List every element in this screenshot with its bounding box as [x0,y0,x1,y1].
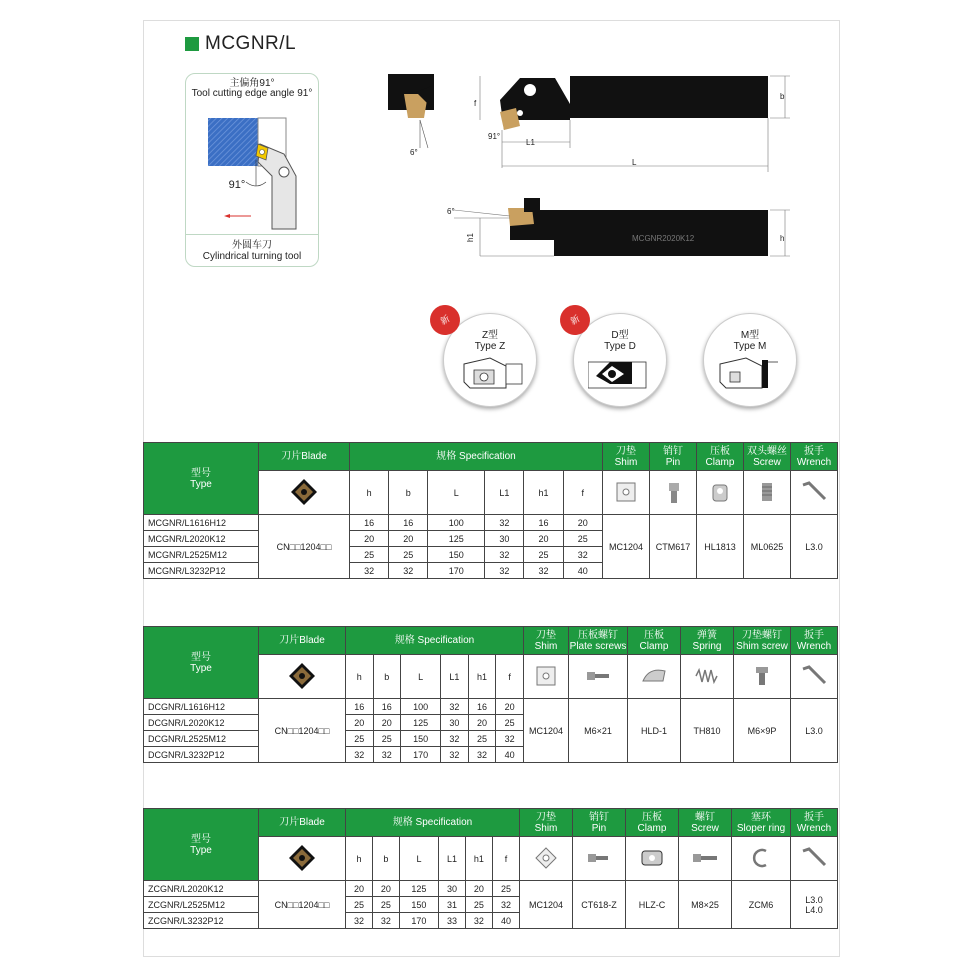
cylindrical-turning-illustration [196,104,308,234]
table3-cell: 25 [372,897,399,913]
table1-acc-header-1: 销钉 Pin [650,443,697,471]
table1-cell: 16 [524,515,563,531]
table1-cell: 20 [563,515,602,531]
new-badge-d: 新 [555,300,596,341]
table3-clamp-value: HLZ-C [626,881,679,929]
table3-cell: 32 [465,913,492,929]
table1-cell: 125 [428,531,485,547]
table2-blade-header: 刀片Blade [259,627,346,655]
table3-acc-header-3: 螺钉 Screw [679,809,732,837]
screw-icon [679,837,732,881]
table3-cell: 25 [492,881,519,897]
table1-cell: 32 [485,547,524,563]
table1-cell: 40 [563,563,602,579]
table3-col-f: f [492,837,519,881]
table3-col-L: L [399,837,438,881]
table1-acc-header-4: 扳手 Wrench [791,443,838,471]
table2-acc-header-0: 刀垫 Shim [524,627,569,655]
table3-acc-header-2: 压板 Clamp [626,809,679,837]
type-m-cn: M型 [740,330,760,341]
table2-wrench-value: L3.0 [791,699,838,763]
table3-cell: 125 [399,881,438,897]
wrench-icon [791,655,838,699]
table3-acc-header-5: 扳手 Wrench [791,809,838,837]
dim-h1: h1 [465,233,475,242]
table2-col-L1: L1 [441,655,469,699]
diagram-angle-label: 91° [228,179,246,191]
table1-insert-code: CN□□1204□□ [259,515,350,579]
table2-cell: 40 [496,747,524,763]
table3-acc-header-1: 销钉 Pin [573,809,626,837]
table2-cell: 25 [496,715,524,731]
table1-col-h1: h1 [524,471,563,515]
table2-row-name: DCGNR/L3232P12 [144,747,259,763]
spring-icon [681,655,734,699]
table1-cell: 16 [350,515,389,531]
table2-cell: 125 [401,715,441,731]
page-title: MCGNR/L [205,33,297,54]
dim-6-top: 6° [410,148,418,157]
table2-cell: 20 [468,715,496,731]
table2-acc-header-5: 扳手 Wrench [791,627,838,655]
table3-spec-header: 规格 Specification [346,809,520,837]
table2-clamp-value: HLD-1 [628,699,681,763]
table3-row-name: ZCGNR/L3232P12 [144,913,259,929]
type-m-circle [703,313,797,407]
table2-shim-value: MC1204 [524,699,569,763]
table1-cell: 32 [485,515,524,531]
table2-cell: 32 [441,699,469,715]
table1-cell: 25 [350,547,389,563]
table1-cell: 32 [350,563,389,579]
table1-cell: 20 [389,531,428,547]
wrench-icon [791,471,838,515]
wrench-icon [791,837,838,881]
table3-cell: 30 [439,881,466,897]
table3-col-h1: h1 [465,837,492,881]
table1-cell: 32 [524,563,563,579]
table3-blade-header: 刀片Blade [259,809,346,837]
table2-cell: 20 [496,699,524,715]
table3-wrench-value: L3.0 L4.0 [791,881,838,929]
shim-icon [520,837,573,881]
table1-cell: 170 [428,563,485,579]
table1-blade-header: 刀片Blade [259,443,350,471]
tool-holder-drawing [380,68,800,268]
table3-col-b: b [372,837,399,881]
table2-cell: 150 [401,731,441,747]
table1-cell: 20 [524,531,563,547]
spec-table-zcgnr [143,808,838,929]
table2-cell: 32 [346,747,374,763]
table2-cell: 16 [373,699,401,715]
table2-cell: 100 [401,699,441,715]
table3-acc-header-4: 塞环 Sloper ring [732,809,791,837]
table1-col-L: L [428,471,485,515]
table3-cell: 25 [465,897,492,913]
table3-cell: 32 [346,913,373,929]
table2-cell: 25 [468,731,496,747]
table1-row-name: MCGNR/L2020K12 [144,531,259,547]
table3-cell: 25 [346,897,373,913]
table2-cell: 16 [468,699,496,715]
table2-col-h: h [346,655,374,699]
table1-wrench-value: L3.0 [791,515,838,579]
dim-h: h [780,234,785,243]
table1-cell: 32 [485,563,524,579]
table1-screw-value: ML0625 [744,515,791,579]
table1-pin-value: CTM617 [650,515,697,579]
table2-row-name: DCGNR/L2020K12 [144,715,259,731]
table3-cell: 170 [399,913,438,929]
spec-table-dcgnr [143,626,838,763]
cutting-angle-diagram [185,73,319,267]
table3-row-name: ZCGNR/L2020K12 [144,881,259,897]
dim-6-side: 6° [447,207,455,216]
table1-insert-image [259,471,350,515]
type-m-icon [716,354,782,394]
type-d-cn: D型 [611,330,629,341]
table3-cell: 20 [372,881,399,897]
table2-cell: 32 [441,747,469,763]
type-d-en: Type D [604,341,636,352]
table2-row-name: DCGNR/L1616H12 [144,699,259,715]
table2-cell: 16 [346,699,374,715]
table2-cell: 20 [346,715,374,731]
table2-insert-code: CN□□1204□□ [259,699,346,763]
table1-col-b: b [389,471,428,515]
clamp-icon [697,471,744,515]
table3-col-L1: L1 [439,837,466,881]
table2-acc-header-3: 弹簧 Spring [681,627,734,655]
table2-cell: 170 [401,747,441,763]
table2-shim-screw-value: M6×9P [734,699,791,763]
table1-cell: 25 [389,547,428,563]
table1-acc-header-2: 压板 Clamp [697,443,744,471]
dim-b: b [780,92,785,101]
table3-shim-value: MC1204 [520,881,573,929]
type-m-en: Type M [733,341,767,352]
table1-cell: 30 [485,531,524,547]
new-badge-z: 新 [425,300,466,341]
table2-spring-value: TH810 [681,699,734,763]
table2-cell: 20 [373,715,401,731]
table2-acc-header-4: 刀垫螺钉 Shim screw [734,627,791,655]
table1-row-name: MCGNR/L2525M12 [144,547,259,563]
spec-table-mcgnr [143,442,838,579]
table3-cell: 32 [372,913,399,929]
table2-cell: 32 [373,747,401,763]
table3-cell: 31 [439,897,466,913]
table1-acc-header-3: 双头螺丝 Screw [744,443,791,471]
table1-col-f: f [563,471,602,515]
dim-91: 91° [488,132,501,141]
table2-cell: 25 [373,731,401,747]
table2-acc-header-1: 压板螺钉 Plate screws [569,627,628,655]
table3-cell: 20 [465,881,492,897]
table3-insert-code: CN□□1204□□ [259,881,346,929]
table2-type-header: 型号 Type [144,627,259,699]
table1-clamp-value: HL1813 [697,515,744,579]
type-z-icon [460,354,524,394]
shim-icon [524,655,569,699]
table3-insert-image [259,837,346,881]
diagram-bottom-en: Cylindrical turning tool [202,251,302,262]
table2-col-f: f [496,655,524,699]
table3-row-name: ZCGNR/L2525M12 [144,897,259,913]
dim-f: f [474,99,477,108]
table2-cell: 32 [468,747,496,763]
table1-type-header: 型号 Type [144,443,259,515]
green-square-icon [185,37,199,51]
table2-row-name: DCGNR/L2525M12 [144,731,259,747]
screw-icon [744,471,791,515]
table3-col-h: h [346,837,373,881]
table1-cell: 20 [350,531,389,547]
table3-acc-header-0: 刀垫 Shim [520,809,573,837]
table2-col-L: L [401,655,441,699]
pin-icon [573,837,626,881]
type-z-cn: Z型 [481,330,499,341]
type-z-en: Type Z [474,341,506,352]
table2-cell: 32 [441,731,469,747]
diagram-bottom-cn: 外圆车刀 [232,240,272,251]
table2-col-h1: h1 [468,655,496,699]
table3-sloper-ring-value: ZCM6 [732,881,791,929]
table1-cell: 100 [428,515,485,531]
table2-spec-header: 规格 Specification [346,627,524,655]
table1-shim-value: MC1204 [603,515,650,579]
table1-col-L1: L1 [485,471,524,515]
table1-cell: 25 [563,531,602,547]
table3-cell: 150 [399,897,438,913]
table1-acc-header-0: 刀垫 Shim [603,443,650,471]
table3-cell: 32 [492,897,519,913]
table2-cell: 32 [496,731,524,747]
table2-col-b: b [373,655,401,699]
dim-L: L [632,158,637,167]
pin-icon [650,471,697,515]
table1-cell: 150 [428,547,485,563]
sloper-ring-icon [732,837,791,881]
dim-L1: L1 [526,138,535,147]
shim-screw-icon [734,655,791,699]
table2-plate-screw-value: M6×21 [569,699,628,763]
table3-type-header: 型号 Type [144,809,259,881]
page-header [185,33,296,55]
table2-acc-header-2: 压板 Clamp [628,627,681,655]
table1-cell: 25 [524,547,563,563]
table2-insert-image [259,655,346,699]
table1-cell: 16 [389,515,428,531]
diagram-top-cn: 主偏角91° [229,78,275,89]
table1-row-name: MCGNR/L1616H12 [144,515,259,531]
table2-cell: 25 [346,731,374,747]
table1-row-name: MCGNR/L3232P12 [144,563,259,579]
type-d-icon [588,354,652,394]
table3-cell: 40 [492,913,519,929]
table3-pin-value: CT618-Z [573,881,626,929]
table3-cell: 33 [439,913,466,929]
diagram-top-en: Tool cutting edge angle 91° [191,88,313,99]
clamp-icon [626,837,679,881]
table1-col-h: h [350,471,389,515]
table1-cell: 32 [563,547,602,563]
table3-cell: 20 [346,881,373,897]
shim-icon [603,471,650,515]
holder-engraving: MCGNR2020K12 [632,234,695,243]
table1-spec-header: 规格 Specification [350,443,603,471]
table2-cell: 30 [441,715,469,731]
table1-cell: 32 [389,563,428,579]
plate-screw-icon [569,655,628,699]
clamp-icon [628,655,681,699]
table3-screw-value: M8×25 [679,881,732,929]
